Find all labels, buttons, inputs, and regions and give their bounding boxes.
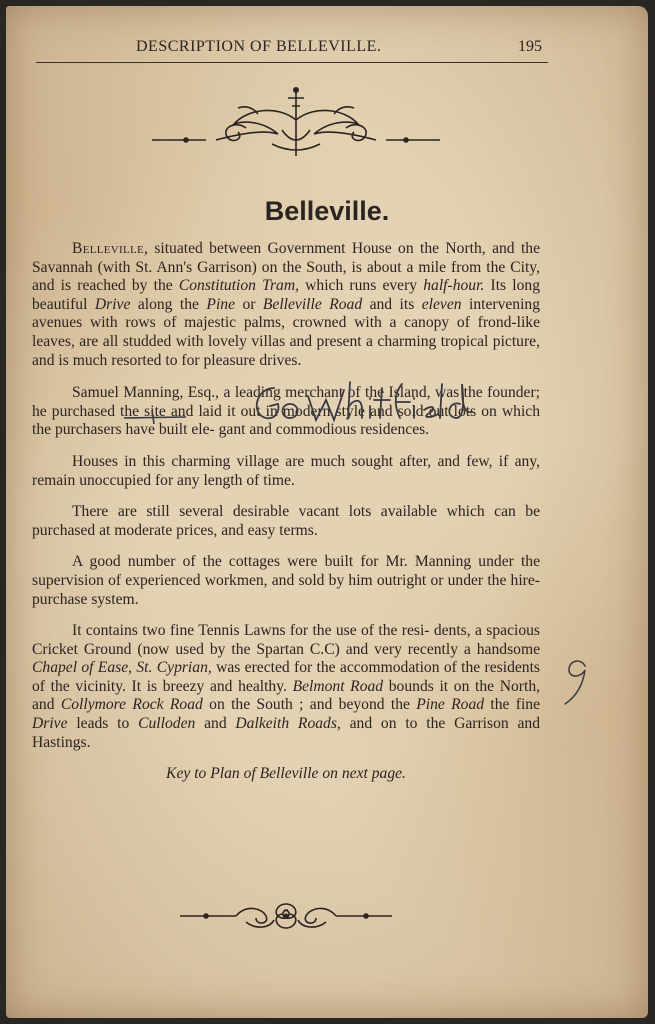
header-rule xyxy=(36,62,548,63)
book-page xyxy=(6,6,648,1018)
key-to-plan-note: Key to Plan of Belleville on next page. xyxy=(166,765,406,783)
page-number: 195 xyxy=(518,38,542,55)
bottom-ornament-icon xyxy=(176,896,396,936)
margin-mark-nine xyxy=(561,656,591,706)
paragraph-2: Samuel Manning, Esq., a leading merchant of the Island, was the founder; he purchased the site and laid it out in modern style and sold out lots on which the purchasers have built ele- gant and commodious residences. xyxy=(32,384,540,439)
paragraph-6: It contains two fine Tennis Lawns for the use of the resi- dents, a spacious Cricket Ground (now used by the Spartan C.C) and very recently a handsome Chapel of Ease, St. Cyprian, was erected for the accommodation of the residents of the vicinity. It is breezy and healthy. Belmont Road bounds it on the North, and Collymore Rock Road on the South ; and beyond the Pine Road the fine Drive leads to Culloden and Dalkeith Roads, and on to the Garrison and Hastings. xyxy=(32,622,541,751)
paragraph-1: Belleville, situated between Government House on the North, and the Savannah (with St. Ann's Garrison) on the South, is about a mile from the City, and is reached by the Constitution Tram, which runs every half-hour. Its long beautiful Drive along the Pine or Belleville Road and its eleven intervening avenues with rows of majestic palms, crowned with a canopy of frond-like leaves, are all studded with lovely villas and present a charming tropical picture, and is much resorted to for pleasure drives. xyxy=(32,240,541,369)
article-body xyxy=(32,240,540,797)
paragraph-4: There are still several desirable vacant lots available which can be purchased at moderate prices, and easy terms. xyxy=(32,503,540,539)
paragraph-3: Houses in this charming village are much sought after, and few, if any, remain unoccupied for any length of time. xyxy=(32,452,540,489)
running-head xyxy=(36,36,548,66)
paragraph-5: A good number of the cottages were built for Mr. Manning under the supervision of experienced workmen, and sold by him outright or under the hire-purchase system. xyxy=(32,553,540,608)
page-heading: Belleville. xyxy=(264,196,390,226)
running-head-title: DESCRIPTION OF BELLEVILLE. xyxy=(136,38,382,55)
lead-word: Belleville xyxy=(72,240,145,257)
top-ornament-icon xyxy=(146,84,446,162)
